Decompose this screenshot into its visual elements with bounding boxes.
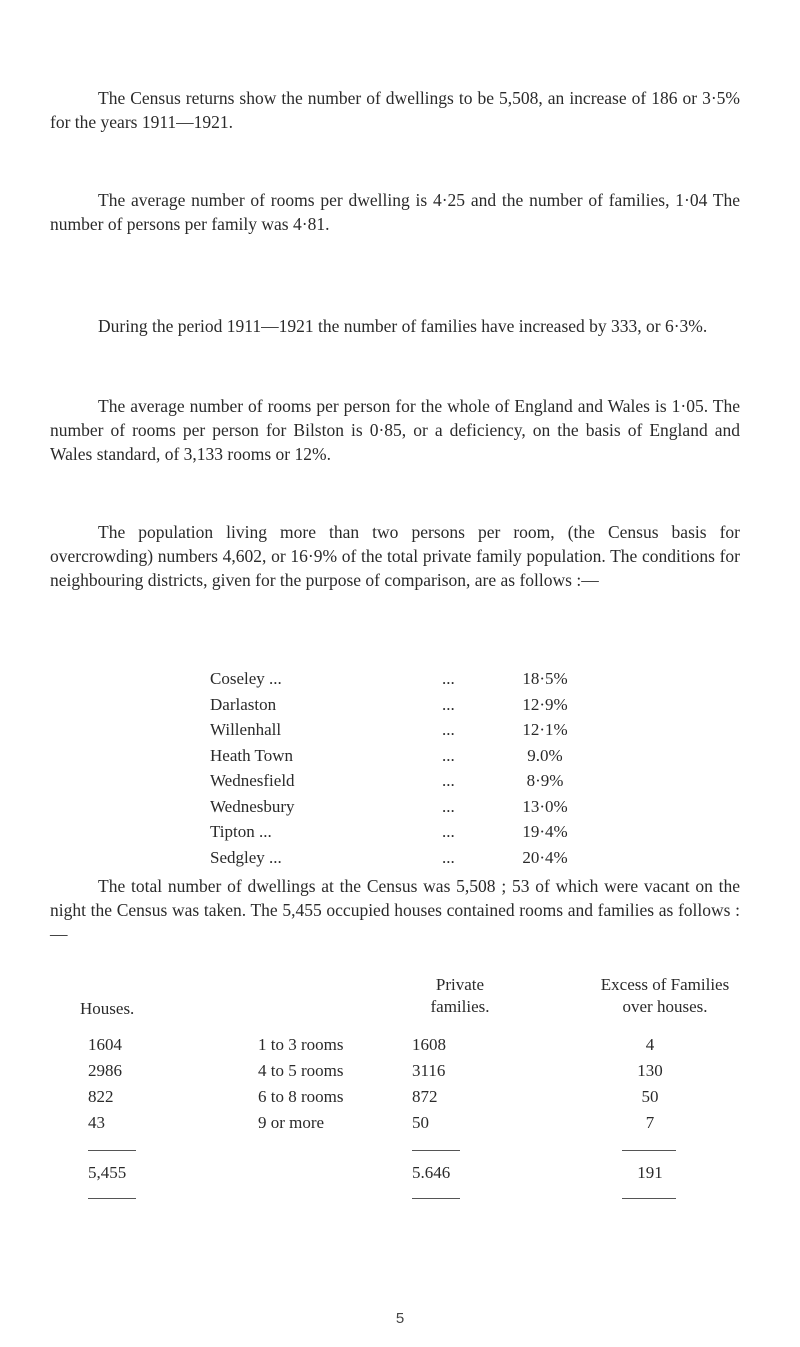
paragraph-families-increase: During the period 1911—1921 the number of families have increased by 333, or 6·3%. <box>98 316 708 336</box>
rule-line <box>412 1150 460 1151</box>
leader-dots: ... <box>442 796 455 816</box>
table-row <box>50 1084 740 1110</box>
district-row <box>210 743 590 769</box>
total-houses: 5,455 <box>88 1163 127 1182</box>
paragraph-occupied-houses: The total number of dwellings at the Census was 5,508 ; 53 of which were vacant on the night the Census was taken. The 5,455 occupied houses contained rooms and families as follows :— <box>50 876 740 944</box>
column-header-private-families <box>390 974 530 1018</box>
cell-houses: 822 <box>88 1087 114 1106</box>
rule-line <box>88 1150 136 1151</box>
district-percentage: 18·5% <box>522 669 568 688</box>
rule-line <box>622 1198 676 1199</box>
paragraph-dwellings: The Census returns show the number of dwellings to be 5,508, an increase of 186 or 3·5% for the years 1911—1921. <box>50 88 740 132</box>
cell-excess-families: 50 <box>641 1087 659 1106</box>
district-name: Tipton ... <box>210 822 272 841</box>
leader-dots: ... <box>442 694 455 714</box>
header-line: over houses. <box>622 997 708 1016</box>
leader-dots: ... <box>442 745 455 765</box>
district-comparison-list <box>210 666 590 870</box>
district-row <box>210 768 590 794</box>
district-percentage: 13·0% <box>522 796 568 816</box>
cell-private-families: 1608 <box>412 1035 446 1054</box>
table-row <box>50 1032 740 1058</box>
cell-houses: 43 <box>88 1113 105 1132</box>
district-name: Coseley ... <box>210 669 282 688</box>
header-line: Excess of Families <box>600 975 730 994</box>
district-row <box>210 819 590 845</box>
paragraph-rooms-per-dwelling: The average number of rooms per dwelling is 4·25 and the number of families, 1·04 The number of persons per family was 4·81. <box>50 190 740 234</box>
district-name: Heath Town <box>210 745 294 765</box>
district-name: Willenhall <box>210 720 282 739</box>
cell-private-families: 3116 <box>412 1061 446 1080</box>
cell-excess-families: 4 <box>645 1035 655 1054</box>
column-header-houses: Houses. <box>80 999 135 1018</box>
leader-dots: ... <box>442 822 455 841</box>
district-name: Sedgley ... <box>210 847 282 867</box>
table-row <box>50 1058 740 1084</box>
district-percentage: 12·1% <box>522 720 568 739</box>
rule-line <box>412 1198 460 1199</box>
paragraph-overcrowding: The population living more than two persons per room, (the Census basis for overcrowding) numbers 4,602, or 16·9% of the total private family population. The conditions for neighbouring districts, given for the purpose of comparison, are as follows :— <box>50 522 740 590</box>
leader-dots: ... <box>442 847 455 867</box>
total-private-families: 5.646 <box>412 1163 451 1182</box>
district-row <box>210 794 590 820</box>
district-percentage: 12·9% <box>522 694 568 714</box>
header-line: Private <box>435 975 485 994</box>
district-percentage: 20·4% <box>522 847 568 867</box>
district-row <box>210 692 590 718</box>
table-row <box>50 1110 740 1136</box>
district-row <box>210 717 590 743</box>
district-percentage: 8·9% <box>526 771 564 790</box>
cell-houses: 1604 <box>88 1035 122 1054</box>
cell-rooms: 1 to 3 rooms <box>258 1035 344 1054</box>
cell-excess-families: 7 <box>645 1113 655 1132</box>
district-row <box>210 845 590 871</box>
column-header-excess-families <box>570 974 760 1018</box>
header-line: families. <box>430 997 490 1016</box>
leader-dots: ... <box>442 669 455 688</box>
district-name: Darlaston <box>210 694 277 714</box>
district-row <box>210 666 590 692</box>
cell-private-families: 872 <box>412 1087 438 1106</box>
total-excess-families: 191 <box>637 1163 663 1182</box>
cell-houses: 2986 <box>88 1061 122 1080</box>
leader-dots: ... <box>442 720 455 739</box>
district-name: Wednesfield <box>210 771 295 790</box>
district-name: Wednesbury <box>210 796 295 816</box>
paragraph-rooms-per-person: The average number of rooms per person for the whole of England and Wales is 1·05. The number of rooms per person for Bilston is 0·85, or a deficiency, on the basis of England and Wales standard, of 3,133 rooms or 12%. <box>50 396 740 464</box>
rule-line <box>88 1198 136 1199</box>
cell-rooms: 4 to 5 rooms <box>258 1061 344 1080</box>
page-number: 5 <box>395 1310 405 1327</box>
cell-excess-families: 130 <box>637 1061 663 1080</box>
cell-private-families: 50 <box>412 1113 429 1132</box>
cell-rooms: 9 or more <box>258 1113 325 1132</box>
district-percentage: 9.0% <box>527 745 563 765</box>
rule-line <box>622 1150 676 1151</box>
district-percentage: 19·4% <box>522 822 568 841</box>
leader-dots: ... <box>442 771 455 790</box>
table-totals-row <box>50 1160 740 1186</box>
cell-rooms: 6 to 8 rooms <box>258 1087 344 1106</box>
